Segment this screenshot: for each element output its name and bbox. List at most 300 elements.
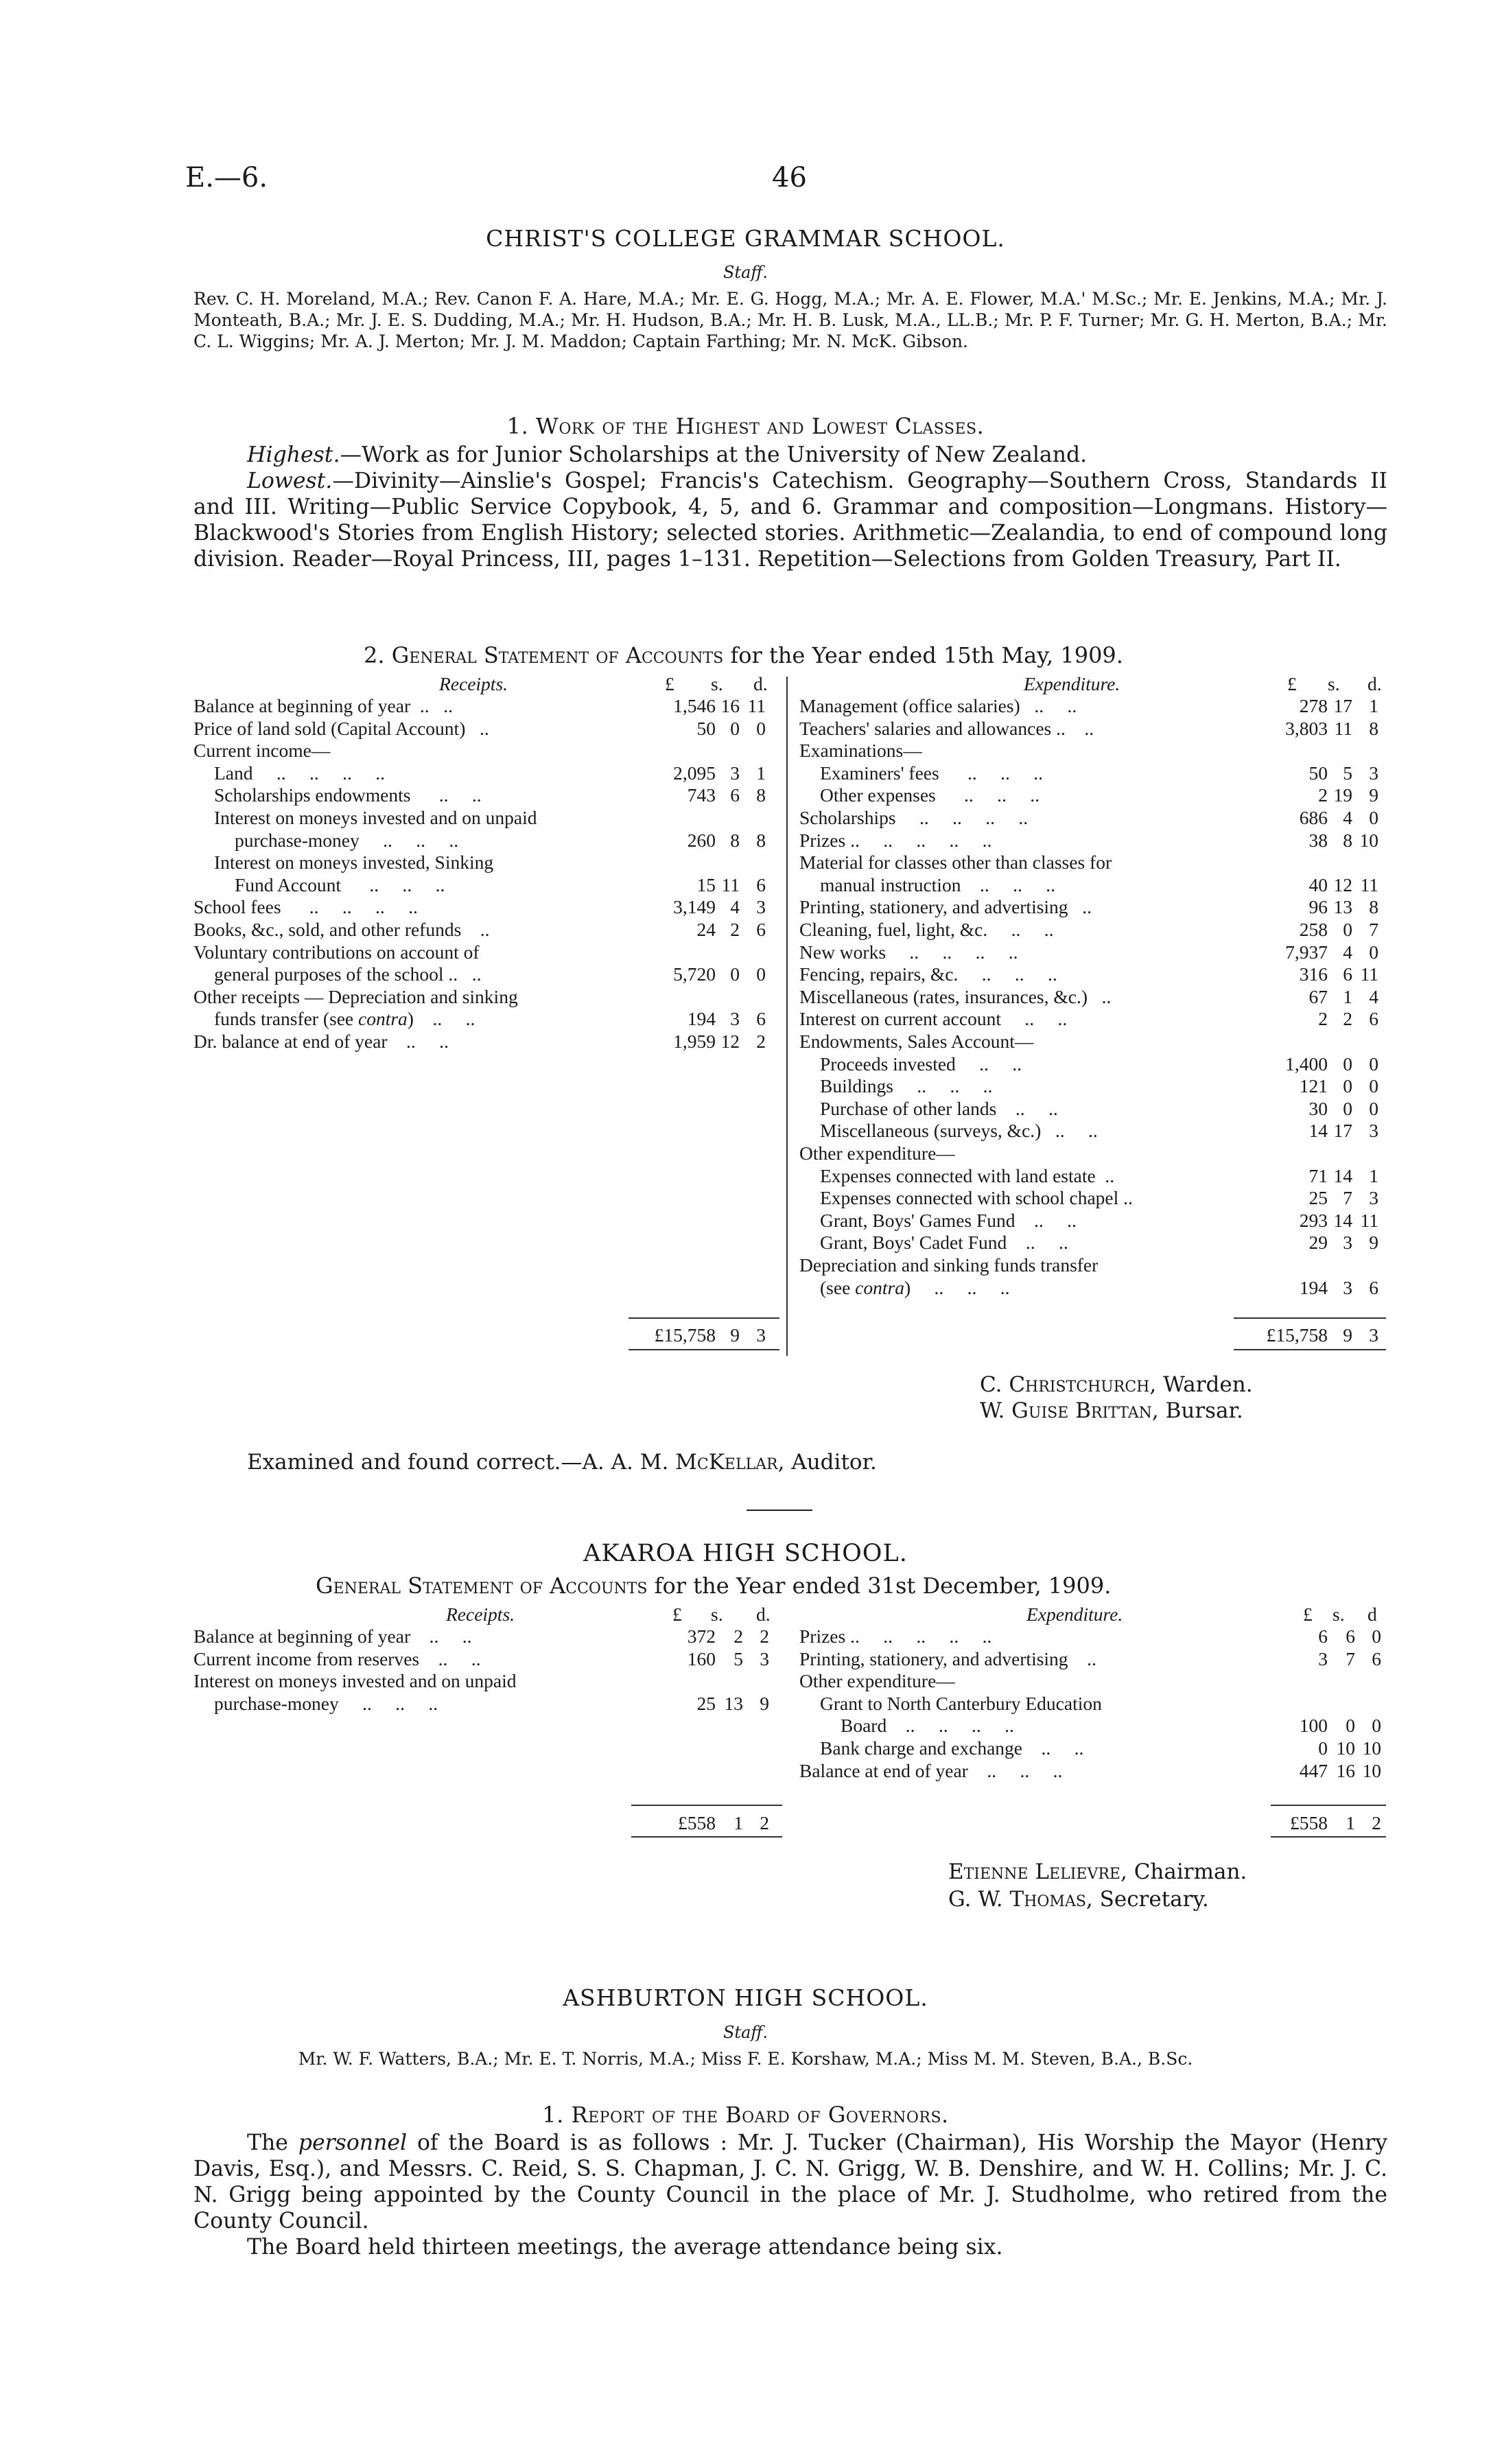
christs-expenditure-row-leader: .. <box>1068 896 1092 918</box>
christs-expenditure-row-label: Cleaning, fuel, light, &c. <box>799 919 988 940</box>
christs-expenditure-row-pounds: 278 <box>1299 695 1328 716</box>
highest-paragraph <box>193 442 1387 468</box>
christs-receipts-total-pence: 3 <box>756 1324 766 1346</box>
christs-expenditure-row-pence: 0 <box>1369 1075 1378 1097</box>
christs-expenditure-row-pence: 0 <box>1369 1053 1378 1075</box>
christs-receipt-row-leader: .. .. .. .. <box>253 762 386 784</box>
christs-staff-list: Rev. C. H. Moreland, M.A.; Rev. Canon F. A. Hare, M.A.; Mr. E. G. Hogg, M.A.; Mr. A. E. Flower, M.A.' M.Sc.; Mr. E. Jenkins, M.A.; Mr. J. Monteath, B.A.; Mr. J. E. S. Dudding, M.A.; Mr. H. Hudson, B.A.; Mr. H. B. Lusk, M.A., LL.B.; Mr. P. F. Turner; Mr. G. H. Merton, B.A.; Mr. C. L. Wiggins; Mr. A. J. Merton; Mr. J. M. Maddon; Captain Farthing; Mr. N. McK. Gibson. <box>193 289 1387 351</box>
christs-receipt-row-pence: 0 <box>756 963 766 985</box>
christs-expenditure-row-shillings: 0 <box>1343 1075 1352 1097</box>
christs-expenditure-row-label: Grant, Boys' Cadet Fund <box>820 1232 1007 1254</box>
christs-expenditure-row-pounds: 40 <box>1308 873 1328 895</box>
christs-expenditure-row-leader: .. .. <box>1015 1209 1077 1231</box>
christs-receipt-row-pounds: 3,149 <box>673 896 716 918</box>
akaroa-receipt-row-leader: .. .. <box>419 1647 481 1669</box>
christs-column-divider <box>786 677 788 1356</box>
akaroa-receipt-row-pence: 3 <box>760 1647 769 1669</box>
akaroa-receipt-row <box>214 1692 438 1715</box>
christs-expenditure-row-pounds: 686 <box>1299 807 1328 828</box>
christs-receipt-row-label: Price of land sold (Capital Account) <box>193 717 466 739</box>
warden-signature <box>980 1372 1253 1397</box>
christs-expenditure-row-pence: 6 <box>1369 1008 1378 1030</box>
christs-expenditure-row-shillings: 13 <box>1333 896 1352 918</box>
christs-expenditure-row <box>820 1075 992 1097</box>
christs-expenditure-row-label: Interest on current account <box>799 1008 1001 1030</box>
christs-expenditure-row <box>799 717 1094 740</box>
akaroa-expenditure-row-leader: .. .. .. .. <box>859 1626 992 1647</box>
christs-expenditure-row <box>820 1119 1098 1142</box>
christs-receipt-row <box>214 963 482 985</box>
christs-expenditure-row-leader: .. .. <box>1020 695 1077 716</box>
christs-expenditure-row-shillings: 2 <box>1343 1008 1352 1030</box>
christs-expenditure-row-label: Miscellaneous (rates, insurances, &c.) <box>799 985 1088 1007</box>
christs-receipt-row-shillings: 3 <box>730 762 740 784</box>
akaroa-expenditure-row-pounds: 3 <box>1318 1647 1328 1669</box>
christs-expenditure-row-pounds: 96 <box>1308 896 1328 918</box>
chairman-name: Etienne Lelievre <box>948 1859 1120 1884</box>
christs-receipt-row-shillings: 0 <box>730 963 740 985</box>
akaroa-expenditure-row-shillings: 7 <box>1346 1647 1355 1669</box>
akaroa-expenditure-row-label: Other expenditure— <box>799 1670 955 1692</box>
akaroa-expenditure-row-pence: 6 <box>1372 1647 1381 1669</box>
christs-expenditure-total-pence: 3 <box>1369 1324 1378 1346</box>
christs-accounts-title-rest: for the Year ended 15th May, 1909. <box>730 642 1123 668</box>
christs-expenditure-row-pence: 9 <box>1369 784 1378 806</box>
christs-expenditure-row-pounds: 38 <box>1308 829 1328 851</box>
akaroa-receipt-row-pounds: 25 <box>696 1692 716 1714</box>
akaroa-statement-rest: for the Year ended 31st December, 1909. <box>654 1573 1112 1599</box>
christs-receipt-row <box>193 918 490 941</box>
christs-receipt-row-pence: 8 <box>756 784 766 806</box>
christs-expenditure-row-shillings: 14 <box>1333 1209 1352 1231</box>
chairman-signature <box>948 1859 1247 1884</box>
christs-expenditure-row <box>799 829 991 852</box>
christs-receipt-row-shillings: 6 <box>730 784 740 806</box>
christs-expenditure-row-shillings: 7 <box>1343 1187 1352 1209</box>
christs-receipt-row-shillings: 4 <box>730 896 740 918</box>
christs-receipt-row-pence: 1 <box>756 762 766 784</box>
christs-expenditure-row-pounds: 67 <box>1308 985 1328 1007</box>
christs-expenditure-row-shillings: 0 <box>1343 919 1352 940</box>
christs-receipt-row-pence: 6 <box>756 919 766 940</box>
para1-italic: personnel <box>298 2131 408 2155</box>
christs-receipt-row <box>235 873 445 896</box>
christs-expenditure-row <box>820 1276 1010 1299</box>
christs-receipt-row-pounds: 260 <box>687 829 716 851</box>
akaroa-receipt-row <box>193 1625 472 1647</box>
christs-expenditure-row-pounds: 29 <box>1308 1232 1328 1254</box>
christs-expenditure-row <box>799 1030 1033 1053</box>
christs-expenditure-row-label: Purchase of other lands <box>820 1097 997 1119</box>
akaroa-expenditure-row-shillings: 10 <box>1336 1737 1355 1759</box>
christs-expenditure-row-label: (see contra) <box>820 1276 911 1298</box>
akaroa-expenditure-row-shillings: 16 <box>1336 1759 1355 1781</box>
christs-expenditure-row-label: Grant, Boys' Games Fund <box>820 1209 1015 1231</box>
christs-receipt-row-shillings: 0 <box>730 717 740 739</box>
akaroa-expenditure-row-label: Bank charge and exchange <box>820 1737 1022 1759</box>
christs-receipt-row <box>214 784 482 806</box>
christs-receipt-row-label: Scholarships endowments <box>214 784 411 806</box>
christs-expenditure-row-label: Management (office salaries) <box>799 695 1020 716</box>
akaroa-receipt-row-pounds: 372 <box>687 1626 716 1647</box>
chairman-role: , Chairman. <box>1120 1859 1247 1884</box>
christs-expenditure-row-label: Proceeds invested <box>820 1053 956 1075</box>
christs-receipts-total-shillings: 9 <box>730 1324 740 1346</box>
christs-expenditure-row-shillings: 0 <box>1343 1053 1352 1075</box>
section-divider <box>747 1510 812 1511</box>
auditor-text: Examined and found correct.—A. A. M. <box>247 1450 676 1475</box>
christs-expenditure-row-pounds: 25 <box>1308 1187 1328 1209</box>
lowest-label: Lowest. <box>247 469 333 493</box>
christs-expenditure-row <box>799 694 1077 717</box>
ashburton-staff-label: Staff. <box>723 2023 768 2042</box>
christs-expenditure-row <box>799 1007 1067 1030</box>
akaroa-receipts-total-pounds: £558 <box>678 1812 716 1833</box>
christs-receipt-row-pounds: 1,546 <box>673 695 716 716</box>
christs-expenditure-row-pence: 8 <box>1369 896 1378 918</box>
christs-expenditure-row-pence: 0 <box>1369 1097 1378 1119</box>
christs-expenditure-row-leader: .. .. <box>1000 1008 1068 1030</box>
christs-expenditure-row-pounds: 14 <box>1308 1120 1328 1142</box>
christs-expenditure-row-pence: 0 <box>1369 941 1378 963</box>
akaroa-receipt-row-leader: .. .. <box>410 1626 472 1647</box>
secretary-name: G. W. Thomas <box>948 1887 1086 1912</box>
akaroa-expenditure-row-pounds: 6 <box>1318 1626 1328 1647</box>
christs-expenditure-row <box>820 784 1040 806</box>
christs-receipt-row-pence: 6 <box>756 873 766 895</box>
christs-receipt-row-leader: .. .. <box>410 784 482 806</box>
bursar-signature <box>980 1398 1243 1423</box>
christs-receipt-row <box>214 851 493 873</box>
christs-expenditure-row <box>820 1209 1077 1232</box>
christs-receipts-total-pounds: £15,758 <box>654 1324 716 1346</box>
christs-expenditure-row-shillings: 3 <box>1343 1276 1352 1298</box>
page-number: 46 <box>772 162 807 193</box>
akaroa-expenditure-row <box>799 1625 991 1647</box>
akaroa-expenditure-row-label: Balance at end of year <box>799 1759 968 1781</box>
bursar-role: , Bursar. <box>1151 1398 1243 1423</box>
christs-receipt-row-pounds: 24 <box>696 919 716 940</box>
christs-accounts-title <box>364 642 1123 668</box>
christs-expenditure-row-shillings: 1 <box>1343 985 1352 1007</box>
akaroa-expenditure-row-pounds: 0 <box>1318 1737 1328 1759</box>
christs-receipts-total-rule <box>629 1317 779 1319</box>
christs-expenditure-row-leader: .. .. .. <box>939 762 1043 784</box>
christs-expenditure-row-label: New works <box>799 941 887 963</box>
christs-receipt-row-shillings: 2 <box>730 919 740 940</box>
christs-receipt-row-label: general purposes of the school <box>214 963 444 985</box>
board-personnel-paragraph <box>193 2130 1387 2234</box>
akaroa-expenditure-row-label: Printing, stationery, and advertising <box>799 1647 1068 1669</box>
christs-expenditure-row-shillings: 11 <box>1334 717 1352 739</box>
christs-receipt-row <box>193 717 489 740</box>
akaroa-receipts-total-pence: 2 <box>760 1812 769 1833</box>
christs-expenditure-row-label: Examinations— <box>799 740 922 762</box>
christs-expenditure-head: Expenditure. <box>1024 673 1120 694</box>
christs-receipt-row-label: Balance at beginning of year <box>193 695 411 716</box>
lowest-text: —Divinity—Ainslie's Gospel; Francis's Catechism. Geography—Southern Cross, Standards II and III. Writing—Public Service Copybook, 4, 5, and 6. Grammar and composition—Longmans. History—Blackwood's Stories from English History; selected stories. Arithmetic—Zealandia, to end of compound long division. Reader—Royal Princess, III, pages 1–131. Repetition—Selections from Golden Treasury, Part II. <box>193 469 1387 572</box>
auditor-name: McKellar <box>675 1450 778 1475</box>
akaroa-expenditure-row <box>799 1759 1062 1782</box>
christs-receipt-row-label: Voluntary contributions on account of <box>193 941 480 963</box>
akaroa-expenditure-row <box>820 1737 1083 1759</box>
christs-receipt-row-label: Other receipts — Depreciation and sinking <box>193 985 518 1007</box>
christs-receipt-row-label: purchase-money <box>235 829 360 851</box>
christs-receipt-row-leader: .. .. <box>443 963 482 985</box>
christs-receipt-row-leader: .. .. <box>413 1008 476 1030</box>
akaroa-expenditure-row-shillings: 6 <box>1346 1626 1355 1647</box>
christs-staff-label: Staff. <box>723 263 768 282</box>
christs-receipt-row-pounds: 5,720 <box>673 963 716 985</box>
christs-expenditure-row-label: Other expenses <box>820 784 936 806</box>
christs-expenditure-row-leader: .. .. .. <box>961 873 1055 895</box>
christs-expenditure-row <box>799 941 1018 963</box>
christs-receipt-row-pence: 6 <box>756 1008 766 1030</box>
christs-receipt-row-pence: 3 <box>756 896 766 918</box>
christs-expenditure-row-label: Expenses connected with land estate <box>820 1164 1096 1186</box>
bursar-name: W. Guise Brittan <box>980 1398 1152 1423</box>
christs-expenditure-row-pence: 0 <box>1369 807 1378 828</box>
christs-expenditure-row-pounds: 3,803 <box>1285 717 1328 739</box>
akaroa-expenditure-row-label: Prizes .. <box>799 1626 860 1647</box>
akaroa-expenditure-row <box>799 1669 955 1692</box>
akaroa-receipt-row <box>193 1647 481 1670</box>
christs-expenditure-row-label: Teachers' salaries and allowances <box>799 717 1052 739</box>
christs-receipt-row-leader: .. <box>461 919 490 940</box>
akaroa-statement-title <box>316 1573 1111 1599</box>
akaroa-title: AKAROA HIGH SCHOOL. <box>583 1540 908 1567</box>
christs-receipt-row-shillings: 16 <box>720 695 740 716</box>
christs-expenditure-row-pence: 8 <box>1369 717 1378 739</box>
akaroa-expenditure-row <box>841 1714 1014 1737</box>
christs-expenditure-row-pence: 3 <box>1369 762 1378 784</box>
christs-expenditure-row-label: Prizes .. <box>799 829 860 851</box>
christs-receipt-row-pence: 11 <box>747 695 766 716</box>
christs-receipt-row <box>193 895 418 918</box>
akaroa-receipt-row-shillings: 2 <box>733 1626 743 1647</box>
christs-expenditure-total-underline <box>1234 1349 1386 1350</box>
christs-expenditure-row-leader: .. .. .. <box>935 784 1040 806</box>
christs-expenditure-row-pounds: 121 <box>1299 1075 1328 1097</box>
christs-expenditure-row-shillings: 3 <box>1343 1232 1352 1254</box>
christs-college-title: CHRIST'S COLLEGE GRAMMAR SCHOOL. <box>486 225 1005 252</box>
christs-expenditure-row-pounds: 2 <box>1318 1008 1328 1030</box>
christs-expenditure-row-shillings: 17 <box>1333 695 1352 716</box>
christs-expenditure-total-rule <box>1234 1317 1386 1319</box>
christs-receipt-row-label: Land <box>214 762 253 784</box>
christs-receipt-row <box>193 941 480 963</box>
warden-role: , Warden. <box>1149 1372 1253 1397</box>
secretary-role: , Secretary. <box>1085 1887 1209 1912</box>
christs-receipt-row-pounds: 194 <box>687 1008 716 1030</box>
christs-expenditure-row-label: Scholarships <box>799 807 896 828</box>
akaroa-expenditure-row-shillings: 0 <box>1346 1715 1355 1737</box>
christs-receipt-row-label: Dr. balance at end of year <box>193 1031 388 1052</box>
akaroa-expenditure-row-pence: 10 <box>1362 1737 1381 1759</box>
akaroa-receipt-row-label: Current income from reserves <box>193 1647 420 1669</box>
christs-receipt-row-leader: .. .. .. .. <box>281 896 418 918</box>
christs-receipts-pound-head: £ <box>665 673 674 694</box>
christs-receipt-row <box>214 1007 475 1030</box>
akaroa-expenditure-row-leader: .. .. <box>1022 1737 1084 1759</box>
akaroa-receipts-pound-head: £ <box>672 1604 682 1625</box>
christs-expenditure-row-leader: .. .. .. .. <box>886 941 1018 963</box>
akaroa-receipt-row-leader: .. .. .. <box>338 1692 438 1714</box>
christs-receipt-row-pence: 2 <box>756 1031 766 1052</box>
christs-expenditure-row <box>799 985 1111 1008</box>
akaroa-expenditure-row-pence: 0 <box>1372 1715 1381 1737</box>
akaroa-expenditure-row-leader: .. <box>1068 1647 1096 1669</box>
christs-receipt-row <box>214 762 385 784</box>
christs-expenditure-row-leader: .. <box>1095 1164 1115 1186</box>
akaroa-expenditure-total-underline <box>1271 1836 1386 1838</box>
christs-receipt-row-shillings: 11 <box>721 873 740 895</box>
christs-receipt-row-label: funds transfer (see contra) <box>214 1008 414 1030</box>
highest-text: —Work as for Junior Scholarships at the University of New Zealand. <box>340 443 1088 467</box>
christs-expenditure-row <box>820 1097 1058 1120</box>
christs-expenditure-row-leader: .. .. .. <box>893 1075 993 1097</box>
christs-expenditure-row-pence: 3 <box>1369 1187 1378 1209</box>
akaroa-receipt-row <box>193 1669 516 1692</box>
christs-expenditure-row-pounds: 293 <box>1299 1209 1328 1231</box>
akaroa-expenditure-row <box>820 1692 1102 1715</box>
christs-receipt-row <box>214 806 537 829</box>
akaroa-expenditure-head: Expenditure. <box>1026 1604 1123 1625</box>
ashburton-section1-title: 1. Report of the Board of Governors. <box>542 2102 949 2128</box>
christs-expenditure-row-pounds: 258 <box>1299 919 1328 940</box>
christs-receipt-row <box>193 739 330 762</box>
christs-expenditure-row-pounds: 50 <box>1308 762 1328 784</box>
christs-expenditure-row <box>820 1053 1022 1075</box>
christs-expenditure-row-pounds: 2 <box>1318 784 1328 806</box>
akaroa-expenditure-row-leader: .. .. .. <box>967 1759 1063 1781</box>
akaroa-receipt-row-shillings: 13 <box>724 1692 743 1714</box>
christs-receipt-row <box>235 829 458 852</box>
christs-expenditure-row-pence: 1 <box>1369 1164 1378 1186</box>
christs-receipts-shilling-head: s. <box>711 673 723 694</box>
christs-expenditure-row-pounds: 194 <box>1299 1276 1328 1298</box>
akaroa-expenditure-row-label: Grant to North Canterbury Education <box>820 1692 1102 1714</box>
christs-expenditure-row <box>799 918 1053 941</box>
akaroa-receipt-row-label: Balance at beginning of year <box>193 1626 411 1647</box>
christs-expenditure-row-pence: 4 <box>1369 985 1378 1007</box>
christs-expenditure-row <box>820 1186 1133 1209</box>
akaroa-receipt-row-pence: 2 <box>760 1626 769 1647</box>
christs-expenditure-row-label: Other expenditure— <box>799 1142 955 1164</box>
christs-receipt-row-pounds: 15 <box>696 873 716 895</box>
christs-receipt-row-leader: .. .. .. <box>341 873 445 895</box>
christs-expenditure-row-shillings: 4 <box>1343 941 1352 963</box>
christs-expenditure-row-shillings: 6 <box>1343 963 1352 985</box>
ashburton-title: ASHBURTON HIGH SCHOOL. <box>563 1984 928 2011</box>
christs-receipts-total-underline <box>629 1349 779 1350</box>
akaroa-receipt-row-label: Interest on moneys invested and on unpaid <box>193 1670 517 1692</box>
christs-expenditure-row-pounds: 71 <box>1308 1164 1328 1186</box>
christs-expenditure-row-leader: .. .. <box>955 1053 1022 1075</box>
christs-receipt-row-label: Current income— <box>193 740 331 762</box>
lowest-paragraph <box>193 468 1387 572</box>
christs-expenditure-row-leader: .. .. .. <box>911 1276 1010 1298</box>
akaroa-statement-caps: General Statement of Accounts <box>316 1573 648 1599</box>
christs-work-paragraphs <box>193 442 1387 572</box>
christs-expenditure-row-pence: 6 <box>1369 1276 1378 1298</box>
christs-receipt-row-label: Interest on moneys invested, Sinking <box>214 852 494 873</box>
akaroa-expenditure-row-leader: .. .. .. .. <box>887 1715 1014 1737</box>
christs-receipt-row-pounds: 743 <box>687 784 716 806</box>
christs-expenditure-pence-head: d. <box>1367 673 1382 694</box>
christs-receipt-row-pence: 0 <box>756 717 766 739</box>
christs-receipts-head: Receipts. <box>439 673 508 694</box>
akaroa-expenditure-pound-head: £ <box>1303 1604 1313 1625</box>
christs-expenditure-row-label: Examiners' fees <box>820 762 939 784</box>
christs-expenditure-row-shillings: 0 <box>1343 1097 1352 1119</box>
christs-section1-title: 1. Work of the Highest and Lowest Classes. <box>506 413 985 439</box>
akaroa-expenditure-total-shillings: 1 <box>1346 1812 1355 1833</box>
christs-receipt-row-shillings: 12 <box>720 1031 740 1052</box>
christs-expenditure-row <box>799 739 922 762</box>
akaroa-receipts-total-rule <box>631 1805 782 1806</box>
christs-expenditure-row-pence: 9 <box>1369 1232 1378 1254</box>
christs-expenditure-row <box>820 1231 1068 1254</box>
akaroa-expenditure-total-pounds: £558 <box>1290 1812 1328 1833</box>
christs-expenditure-row-pounds: 30 <box>1308 1097 1328 1119</box>
christs-expenditure-row-shillings: 5 <box>1343 762 1352 784</box>
akaroa-expenditure-row-pounds: 100 <box>1299 1715 1328 1737</box>
christs-expenditure-row-leader: .. .. <box>996 1097 1058 1119</box>
christs-receipt-row <box>193 985 518 1008</box>
akaroa-receipts-total-underline <box>631 1836 782 1838</box>
christs-expenditure-row-label: Fencing, repairs, &c. <box>799 963 959 985</box>
christs-expenditure-row-label: Printing, stationery, and advertising <box>799 896 1068 918</box>
christs-expenditure-row <box>820 1164 1114 1187</box>
christs-expenditure-row-label: Miscellaneous (surveys, &c.) <box>820 1120 1042 1142</box>
akaroa-expenditure-total-rule <box>1271 1805 1386 1806</box>
christs-receipt-row <box>193 1030 449 1053</box>
christs-expenditure-row-leader: .. .. .. <box>958 963 1057 985</box>
christs-expenditure-row-label: Depreciation and sinking funds transfer <box>799 1254 1099 1276</box>
christs-expenditure-row-pence: 11 <box>1360 873 1378 895</box>
christs-receipt-row-leader: .. <box>465 717 489 739</box>
akaroa-expenditure-row-pence: 10 <box>1362 1759 1381 1781</box>
akaroa-receipt-row-pounds: 160 <box>687 1647 716 1669</box>
christs-receipt-row-pounds: 2,095 <box>673 762 716 784</box>
akaroa-expenditure-row-pence: 0 <box>1372 1626 1381 1647</box>
christs-receipt-row-label: Fund Account <box>235 873 342 895</box>
christs-expenditure-row-pounds: 7,937 <box>1285 941 1328 963</box>
akaroa-expenditure-row-label: Board <box>841 1715 887 1737</box>
christs-expenditure-row <box>799 1254 1098 1276</box>
christs-expenditure-total-pounds: £15,758 <box>1266 1324 1328 1346</box>
secretary-signature <box>948 1887 1209 1912</box>
christs-expenditure-row-label: manual instruction <box>820 873 961 895</box>
christs-expenditure-row-label: Material for classes other than classes for <box>799 852 1112 873</box>
board-meetings-paragraph: The Board held thirteen meetings, the average attendance being six. <box>247 2235 1003 2260</box>
akaroa-receipts-shilling-head: s. <box>711 1604 723 1625</box>
akaroa-receipt-row-shillings: 5 <box>733 1647 743 1669</box>
christs-expenditure-row-leader: .. .. .. .. <box>859 829 992 851</box>
christs-receipt-row-leader: .. .. <box>410 695 453 716</box>
christs-receipt-row-pounds: 1,959 <box>673 1031 716 1052</box>
ashburton-paragraphs <box>193 2130 1387 2260</box>
christs-expenditure-shilling-head: s. <box>1328 673 1340 694</box>
christs-receipt-row-label: Interest on moneys invested and on unpaid <box>214 807 537 828</box>
christs-expenditure-row-leader: .. .. <box>1051 717 1094 739</box>
akaroa-expenditure-row <box>799 1647 1096 1670</box>
akaroa-expenditure-row-pounds: 447 <box>1299 1759 1328 1781</box>
christs-expenditure-row-pence: 11 <box>1360 1209 1378 1231</box>
christs-expenditure-pound-head: £ <box>1287 673 1297 694</box>
akaroa-receipts-total-shillings: 1 <box>733 1812 743 1833</box>
